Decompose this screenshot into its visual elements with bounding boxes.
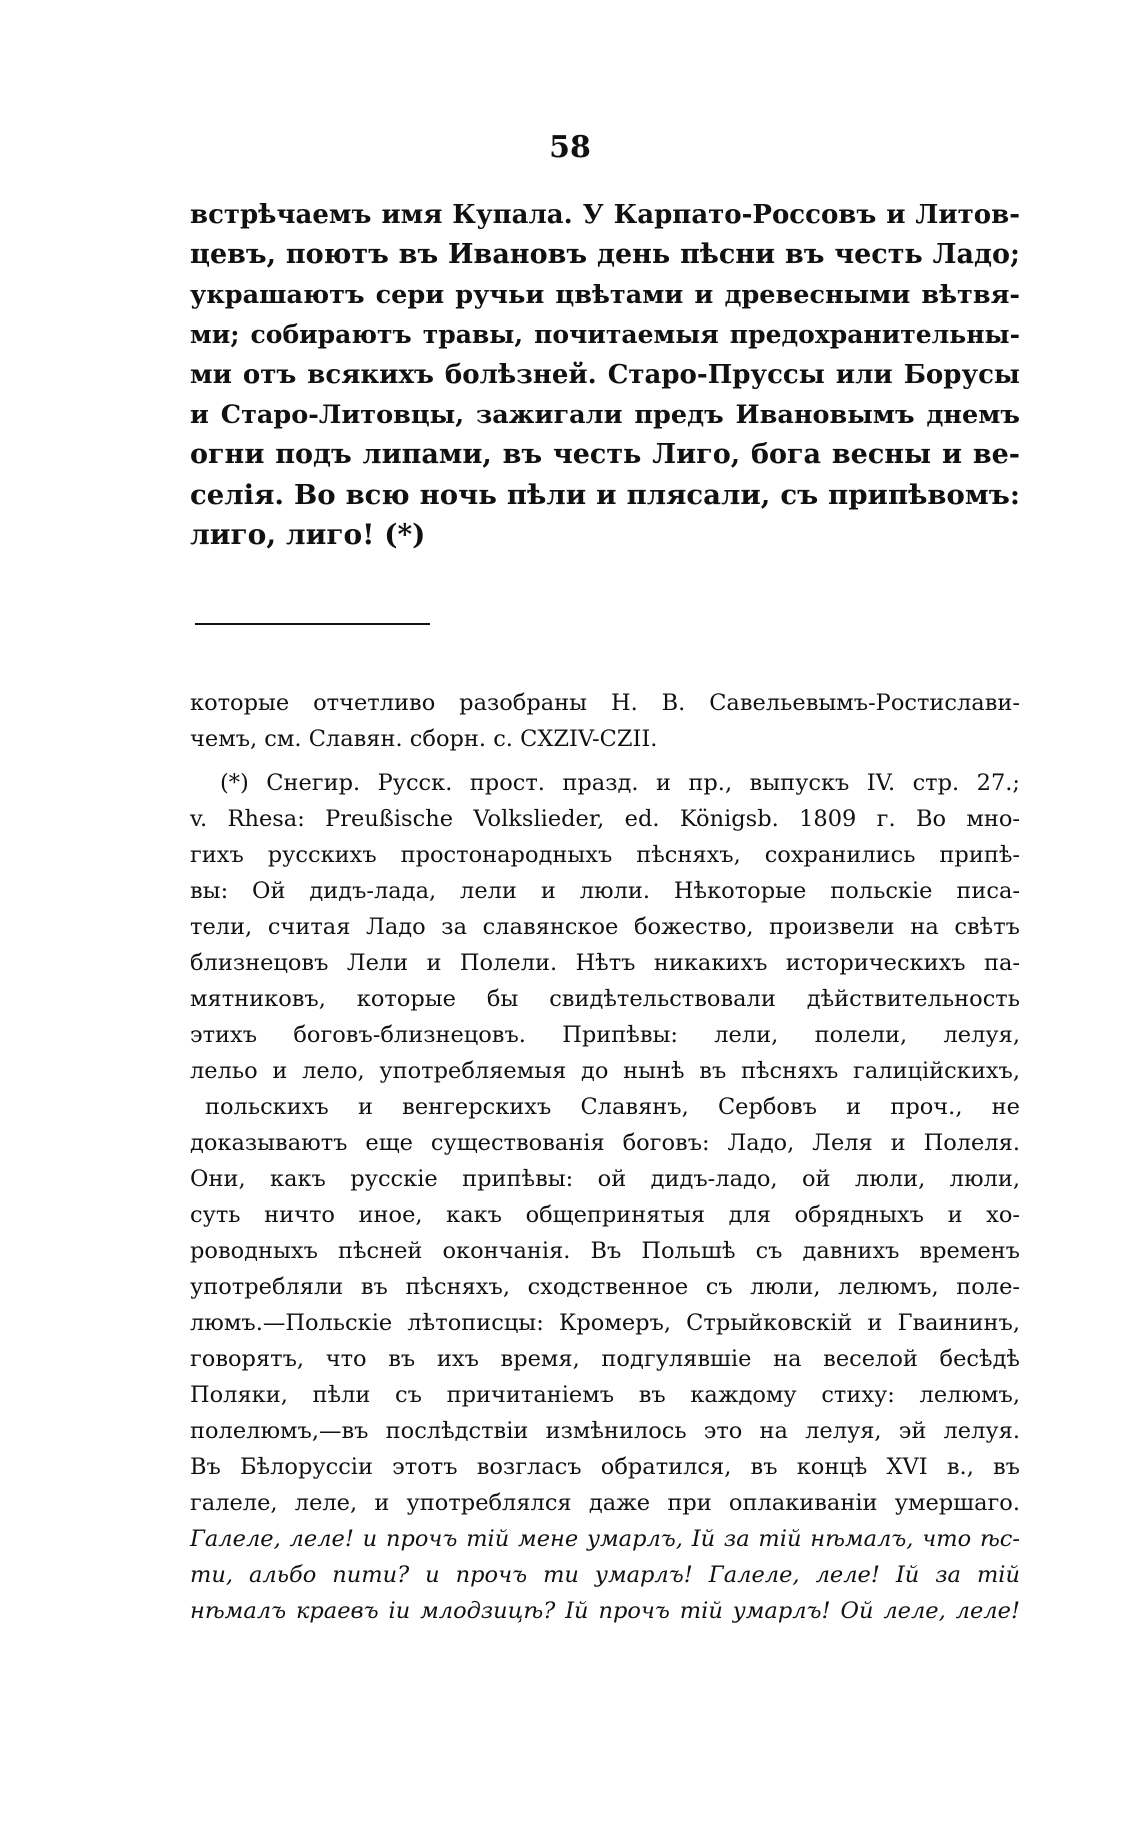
footnote-line: употребляли въ пѣсняхъ, сходственное съ люли, лелюмъ, поле- (190, 1274, 1020, 1300)
footnote-line: говорятъ, что въ ихъ время, подгулявшіе на веселой бесѣдѣ (190, 1346, 1020, 1372)
footnote-line: чемъ, см. Славян. сборн. с. CXZIV-CZII. (190, 726, 658, 752)
footnote-line: тели, считая Ладо за славянское божество, произвели на свѣтъ (190, 914, 1020, 940)
footnote-line: Они, какъ русскіе припѣвы: ой дидъ-ладо, ой люли, люли, (190, 1166, 1020, 1192)
footnote-line: нѣмалъ краевъ іи млодзицѣ? Ій прочъ тій умарлъ! Ой леле, леле! (190, 1598, 1020, 1624)
footnote-line: роводныхъ пѣсней окончанія. Въ Польшѣ съ давнихъ временъ (190, 1238, 1020, 1264)
page-number: 58 (549, 130, 591, 165)
main-text (190, 195, 1020, 555)
footnote-line: полелюмъ,—въ послѣдствіи измѣнилось это на лелуя, эй лелуя. (190, 1418, 1020, 1444)
footnote-line: люмъ.—Польскіе лѣтописцы: Кромеръ, Стрыйковскій и Гваининъ, (190, 1310, 1020, 1336)
footnote-line: гихъ русскихъ простонародныхъ пѣсняхъ, сохранились припѣ- (190, 842, 1020, 868)
main-text-line: селія. Во всю ночь пѣли и плясали, съ припѣвомъ: (190, 479, 1020, 511)
footnote-line: мятниковъ, которые бы свидѣтельствовали дѣйствительность (190, 986, 1020, 1012)
main-text-line: цевъ, поютъ въ Ивановъ день пѣсни въ честь Ладо; (190, 239, 1020, 270)
footnote-line: галеле, леле, и употреблялся даже при оплакиваніи умершаго. (190, 1490, 1020, 1516)
footnote-line: которые отчетливо разобраны Н. В. Савельевымъ-Ростислави- (190, 690, 1020, 716)
footnote-line: Въ Бѣлоруссіи этотъ возгласъ обратился, въ концѣ XVI в., въ (190, 1454, 1020, 1480)
footnote-line: польскихъ и венгерскихъ Славянъ, Сербовъ и проч., не (205, 1094, 1020, 1120)
footnote-line: (*) Снегир. Русск. прост. празд. и пр., выпускъ IV. стр. 27.; (220, 770, 1020, 796)
footnote-line: вы: Ой дидъ-лада, лели и люли. Нѣкоторые польскіе писа- (190, 878, 1020, 904)
footnote-line: близнецовъ Лели и Полели. Нѣтъ никакихъ историческихъ па- (190, 950, 1020, 976)
footnote-line: суть ничто иное, какъ общепринятыя для обрядныхъ и хо- (190, 1202, 1020, 1228)
footnote-line: доказываютъ еще существованія боговъ: Ладо, Леля и Полеля. (190, 1130, 1020, 1156)
footnote-divider (195, 623, 430, 625)
footnote-line: v. Rhesa: Preußische Volkslieder, ed. Königsb. 1809 г. Во мно- (190, 806, 1020, 832)
footnote-line: этихъ боговъ-близнецовъ. Припѣвы: лели, полели, лелуя, (190, 1022, 1020, 1048)
footnote-line: Поляки, пѣли съ причитаніемъ въ каждому стиху: лелюмъ, (190, 1382, 1020, 1408)
footnote-line: Галеле, леле! и прочъ тій мене умарлъ, Ій за тій нѣмалъ, что ѣс- (190, 1526, 1020, 1552)
footnote-line: лельо и лело, употребляемыя до нынѣ въ пѣсняхъ галиційскихъ, (190, 1058, 1020, 1084)
main-text-line: встрѣчаемъ имя Купала. У Карпато-Россовъ и Литов- (190, 200, 1020, 230)
footnote-line: ти, альбо пити? и прочъ ти умарлъ! Галеле, леле! Ій за тій (190, 1562, 1020, 1588)
main-text-line: ми; собираютъ травы, почитаемыя предохранительны- (190, 320, 1020, 349)
footnotes (190, 685, 1020, 1629)
main-text-line: и Старо-Литовцы, зажигали предъ Ивановымъ днемъ (190, 400, 1020, 430)
main-text-line: огни подъ липами, въ честь Лиго, бога весны и ве- (190, 439, 1020, 470)
main-text-line: ми отъ всякихъ болѣзней. Старо-Пруссы или Борусы (190, 360, 1020, 390)
main-text-line: украшаютъ сери ручьи цвѣтами и древесными вѣтвя- (190, 280, 1020, 310)
main-text-line: лиго, лиго! (*) (190, 518, 426, 551)
